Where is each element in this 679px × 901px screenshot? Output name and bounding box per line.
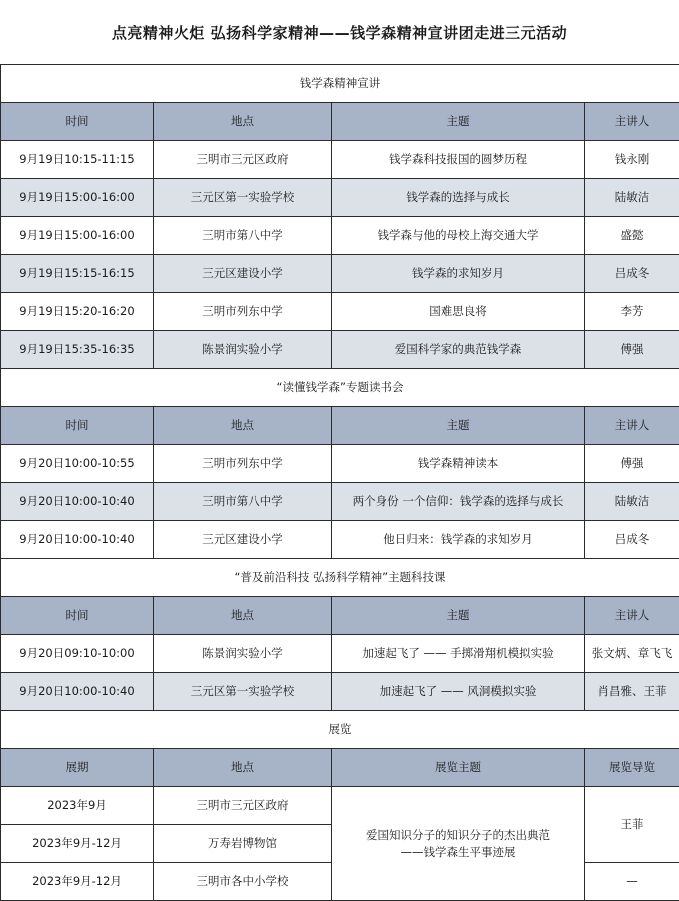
table-cell: 钱学森的求知岁月 — [332, 255, 585, 293]
table-cell: 三元区建设小学 — [154, 521, 332, 559]
table-cell: 9月20日10:00-10:55 — [1, 445, 154, 483]
table-cell: 三明市列东中学 — [154, 293, 332, 331]
table-row — [1, 293, 679, 331]
table-cell: 9月20日09:10-10:00 — [1, 635, 154, 673]
column-header: 展期 — [1, 749, 154, 787]
table-row — [1, 521, 679, 559]
column-header: 展览主题 — [332, 749, 585, 787]
column-header: 主讲人 — [585, 597, 679, 635]
table-cell: 张文炳、章飞飞 — [585, 635, 679, 673]
table-cell: 钱学森精神读本 — [332, 445, 585, 483]
column-header: 主题 — [332, 407, 585, 445]
exhibition-location: 万寿岩博物馆 — [154, 825, 332, 863]
table-cell: 陆敏洁 — [585, 179, 679, 217]
header-row — [1, 749, 679, 787]
page-title: 点亮精神火炬 弘扬科学家精神——钱学森精神宣讲团走进三元活动 — [0, 0, 679, 64]
table-cell: 钱学森与他的母校上海交通大学 — [332, 217, 585, 255]
exhibition-location: 三明市三元区政府 — [154, 787, 332, 825]
table-cell: 陆敏洁 — [585, 483, 679, 521]
table-cell: 肖昌雅、王菲 — [585, 673, 679, 711]
table-cell: 9月20日10:00-10:40 — [1, 673, 154, 711]
column-header: 主讲人 — [585, 103, 679, 141]
table-cell: 三明市第八中学 — [154, 217, 332, 255]
table-cell: 傅强 — [585, 331, 679, 369]
column-header: 主题 — [332, 597, 585, 635]
table-cell: 三明市三元区政府 — [154, 141, 332, 179]
section-heading-row — [1, 369, 679, 407]
table-row — [1, 445, 679, 483]
section-heading-row — [1, 65, 679, 103]
column-header: 地点 — [154, 103, 332, 141]
table-cell: 9月19日15:00-16:00 — [1, 217, 154, 255]
table-cell: 9月20日10:00-10:40 — [1, 483, 154, 521]
table-cell: 三元区第一实验学校 — [154, 179, 332, 217]
schedule-table — [0, 64, 679, 901]
table-cell: 9月19日15:00-16:00 — [1, 179, 154, 217]
column-header: 主题 — [332, 103, 585, 141]
table-cell: 李芳 — [585, 293, 679, 331]
table-cell: 吕成冬 — [585, 521, 679, 559]
table-row — [1, 331, 679, 369]
table-row — [1, 255, 679, 293]
header-row — [1, 407, 679, 445]
exhibition-theme-line1: 爱国知识分子的知识分子的杰出典范 — [334, 827, 582, 844]
section-heading-row — [1, 711, 679, 749]
table-cell: 陈景润实验小学 — [154, 635, 332, 673]
table-cell: 加速起飞了 —— 手掷滑翔机模拟实验 — [332, 635, 585, 673]
table-cell: 爱国科学家的典范钱学森 — [332, 331, 585, 369]
exhibition-theme-line2: ——钱学森生平事迹展 — [334, 844, 582, 861]
header-row — [1, 103, 679, 141]
section-heading: “读懂钱学森”专题读书会 — [1, 369, 679, 407]
column-header: 地点 — [154, 407, 332, 445]
section-heading: 展览 — [1, 711, 679, 749]
column-header: 地点 — [154, 749, 332, 787]
table-cell: 9月19日15:35-16:35 — [1, 331, 154, 369]
table-cell: 9月20日10:00-10:40 — [1, 521, 154, 559]
table-cell: 吕成冬 — [585, 255, 679, 293]
column-header: 展览导览 — [585, 749, 679, 787]
table-cell: 三明市第八中学 — [154, 483, 332, 521]
exhibition-guide: 王菲 — [585, 787, 679, 863]
table-cell: 盛懿 — [585, 217, 679, 255]
table-row — [1, 141, 679, 179]
column-header: 时间 — [1, 597, 154, 635]
section-heading: 钱学森精神宣讲 — [1, 65, 679, 103]
table-cell: 陈景润实验小学 — [154, 331, 332, 369]
table-cell: 钱学森科技报国的圆梦历程 — [332, 141, 585, 179]
exhibition-period: 2023年9月-12月 — [1, 863, 154, 901]
table-cell: 两个身份 一个信仰：钱学森的选择与成长 — [332, 483, 585, 521]
column-header: 地点 — [154, 597, 332, 635]
table-cell: 9月19日15:20-16:20 — [1, 293, 154, 331]
column-header: 时间 — [1, 103, 154, 141]
table-cell: 三明市列东中学 — [154, 445, 332, 483]
column-header: 主讲人 — [585, 407, 679, 445]
exhibition-location: 三明市各中小学校 — [154, 863, 332, 901]
table-cell: 傅强 — [585, 445, 679, 483]
table-row — [1, 635, 679, 673]
exhibition-theme — [332, 787, 585, 901]
table-cell: 国难思良将 — [332, 293, 585, 331]
table-cell: 他日归来：钱学森的求知岁月 — [332, 521, 585, 559]
table-cell: 钱永刚 — [585, 141, 679, 179]
table-row — [1, 217, 679, 255]
section-heading: “普及前沿科技 弘扬科学精神”主题科技课 — [1, 559, 679, 597]
table-row — [1, 787, 679, 825]
section-heading-row — [1, 559, 679, 597]
exhibition-period: 2023年9月-12月 — [1, 825, 154, 863]
table-row — [1, 483, 679, 521]
table-cell: 钱学森的选择与成长 — [332, 179, 585, 217]
column-header: 时间 — [1, 407, 154, 445]
table-row — [1, 673, 679, 711]
header-row — [1, 597, 679, 635]
exhibition-guide: — — [585, 863, 679, 901]
table-cell: 加速起飞了 —— 风洞模拟实验 — [332, 673, 585, 711]
table-row — [1, 179, 679, 217]
table-cell: 9月19日15:15-16:15 — [1, 255, 154, 293]
table-cell: 三元区第一实验学校 — [154, 673, 332, 711]
table-cell: 三元区建设小学 — [154, 255, 332, 293]
exhibition-period: 2023年9月 — [1, 787, 154, 825]
table-cell: 9月19日10:15-11:15 — [1, 141, 154, 179]
